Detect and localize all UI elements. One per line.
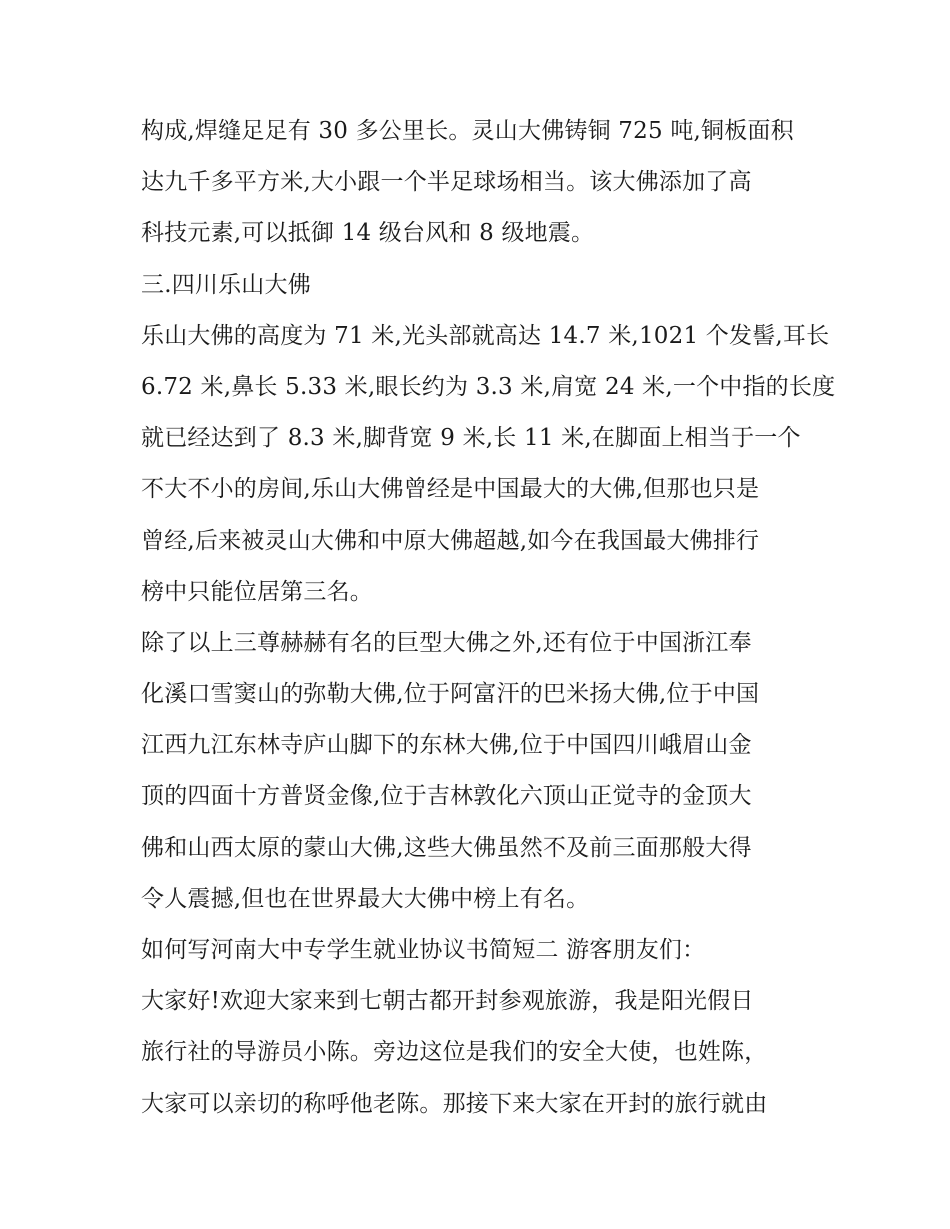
- section-heading: 如何写河南大中专学生就业协议书简短二 游客朋友们：: [141, 937, 706, 963]
- text-line: 大家好!欢迎大家来到七朝古都开封参观旅游，我是阳光假日: [141, 988, 754, 1015]
- document-body: [141, 106, 836, 1130]
- text-line: 大家可以亲切的称呼他老陈。那接下来大家在开封的旅行就由: [141, 1090, 768, 1117]
- section-heading: 三.四川乐山大佛: [141, 271, 311, 298]
- text-line: 江西九江东林寺庐山脚下的东林大佛,位于中国四川峨眉山金: [141, 732, 752, 759]
- text-line: 顶的四面十方普贤金像,位于吉林敦化六顶山正觉寺的金顶大: [141, 783, 752, 810]
- text-line: 旅行社的导游员小陈。旁边这位是我们的安全大使，也姓陈，: [141, 1039, 768, 1066]
- text-line: 曾经,后来被灵山大佛和中原大佛超越,如今在我国最大佛排行: [141, 527, 760, 554]
- text-line: 就已经达到了 8.3 米,脚背宽 9 米,长 11 米,在脚面上相当于一个: [141, 425, 801, 452]
- text-line: 6.72 米,鼻长 5.33 米,眼长约为 3.3 米,肩宽 24 米,一个中指的长度: [141, 373, 836, 400]
- text-line: 达九千多平方米,大小跟一个半足球场相当。该大佛添加了高: [141, 169, 752, 196]
- text-line: 乐山大佛的高度为 71 米,光头部就高达 14.7 米,1021 个发髻,耳长: [141, 322, 830, 349]
- text-line: 化溪口雪窦山的弥勒大佛,位于阿富汗的巴米扬大佛,位于中国: [141, 681, 760, 708]
- text-line: 构成,焊缝足足有 30 多公里长。灵山大佛铸铜 725 吨,铜板面积: [141, 118, 794, 144]
- text-line: 除了以上三尊赫赫有名的巨型大佛之外,还有位于中国浙江奉: [141, 629, 752, 656]
- text-line: 不大不小的房间,乐山大佛曾经是中国最大的大佛,但那也只是: [141, 476, 760, 503]
- text-line: 令人震撼,但也在世界最大大佛中榜上有名。: [141, 885, 590, 912]
- text-line: 佛和山西太原的蒙山大佛,这些大佛虽然不及前三面那般大得: [141, 834, 752, 861]
- text-line: 榜中只能位居第三名。: [141, 578, 373, 605]
- text-line: 科技元素,可以抵御 14 级台风和 8 级地震。: [141, 220, 595, 247]
